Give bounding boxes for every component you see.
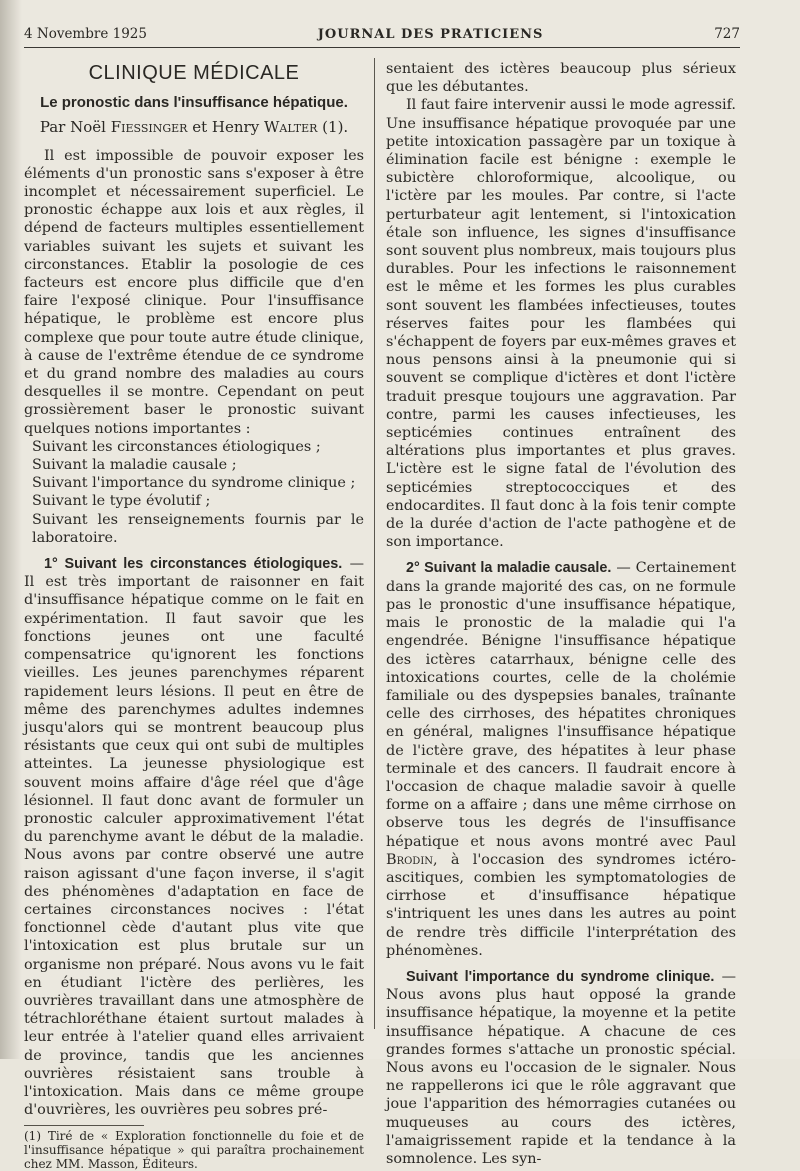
section2-text-a: — Certainement dans la grande majorité des cas, on ne formule pas le pronostic d'une insuffisance hépatique, mais le pronostic de la maladie qui l'a engendrée. Bénigne l'insuffisance hépatique des ictères catarrhaux, bénigne celle des intoxications courtes, celle de la cholémie familiale ou des dyspepsies banales, traînante celle des cirrhoses, des hépatites chroniques en général, malignes l'insuffisance hépatique de l'ictère grave, des hépatites à leur phase terminale et des cancers. Il faudrait encore à l'occasion de chaque maladie savoir à quelle forme on a affaire ; dans une même cirrhose on observe tous les degrés de l'insuffisance hépatique et nous avons montré avec Paul bbox=[386, 560, 736, 850]
notion-item: Suivant l'importance du syndrome clinique ; bbox=[32, 475, 356, 492]
column-rule bbox=[374, 58, 375, 1029]
left-column bbox=[24, 58, 364, 1171]
header-rule bbox=[24, 47, 740, 48]
section-title: CLINIQUE MÉDICALE bbox=[88, 62, 300, 84]
right-column bbox=[386, 60, 737, 1167]
author-fiessinger: Fiessinger bbox=[110, 118, 188, 137]
footnote-rule bbox=[24, 1125, 144, 1126]
notion-item: Suivant la maladie causale ; bbox=[32, 457, 237, 474]
running-header bbox=[24, 26, 740, 46]
notion-item: Suivant le type évolutif ; bbox=[32, 493, 211, 510]
byline-mid: et Henry bbox=[192, 118, 260, 137]
header-page-number: 727 bbox=[714, 26, 740, 42]
author-brodin: Brodin bbox=[386, 851, 434, 868]
header-date: 4 Novembre 1925 bbox=[24, 26, 147, 42]
section2-heading: 2° Suivant la maladie causale. bbox=[406, 560, 612, 577]
binding-shadow bbox=[0, 0, 22, 1059]
footnote: (1) Tiré de « Exploration fonctionnelle du foie et de l'insuffisance hépatique » qui paraîtra prochainement chez MM. Masson, Éditeurs. bbox=[24, 1129, 364, 1171]
section3-text: — Nous avons plus haut opposé la grande insuffisance hépatique, la moyenne et la petite insuffisance hépatique. A chacune de ces grandes formes s'attache un pronostic spécial. Nous avons eu l'occasion de le signaler. Nous ne rappellerons ici que le rôle aggravant que joue l'apparition des hémorragies cutanées ou muqueuses au cours des ictères, l'amaigrissement rapide et la tendance à la somnolence. Les syn- bbox=[386, 968, 737, 1167]
section2-paragraph bbox=[386, 559, 736, 959]
article-title: Le pronostic dans l'insuffisance hépatique. bbox=[40, 94, 348, 112]
author-walter: Walter bbox=[263, 118, 318, 137]
notion-item: Suivant les circonstances étiologiques ; bbox=[32, 438, 321, 455]
section1-text: — Il est très important de raisonner en fait d'insuffisance hépatique comme on le fait en expérimentation. Il faut savoir que les fonctions jeunes ont une faculté compensatrice qu'ignorent les fonctions vieilles. Les jeunes parenchymes réparent rapidement leurs lésions. Il peut en être de même des parenchymes adultes indemnes jusqu'alors qui se montrent beaucoup plus résistants que ceux qui ont subi de multiples atteintes. La jeunesse physiologique est souvent moins affaire d'âge réel que d'âge lésionnel. Il faut donc avant de formuler un pronostic calculer approximativement l'état du parenchyme avant le début de la maladie. Nous avons par contre observé une autre raison agissant d'une façon inverse, il s'agit des phénomènes d'adaptation en face de certaines circonstances nocives : l'état fonctionnel cède d'autant plus vite que l'intoxication est plus brutale sur un organisme non préparé. Nous avons vu le fait en étudiant l'ictère des perlières, les ouvrières travaillant dans une atmosphère de tétrachloréthane étaient surtout malades à leur entrée à l'atelier quand elles arrivaient de province, tandis que les anciennes ouvrières résistaient sans trouble à l'intoxication. Mais dans ce même groupe d'ouvrières, les ouvrières peu sobres pré- bbox=[24, 556, 364, 1119]
byline bbox=[24, 118, 364, 136]
byline-prefix: Par Noël bbox=[39, 118, 106, 137]
header-journal-name: JOURNAL DES PRATICIENS bbox=[317, 27, 544, 42]
section1-paragraph bbox=[24, 555, 364, 1119]
section1-heading: 1° Suivant les circonstances étiologiques. bbox=[44, 556, 343, 573]
continued-text: sentaient des ictères beaucoup plus sérieux que les débutantes. bbox=[386, 61, 736, 96]
mode-agressif-paragraph: Il faut faire intervenir aussi le mode agressif. Une insuffisance hépatique provoquée par une petite intoxication passagère par un toxique à élimination facile est bénigne : exemple le subictère chloroformique, alcoolique, ou l'ictère par les moules. Par contre, si l'acte perturbateur agit lentement, si l'intoxication étale son influence, les signes d'insuffisance sont souvent plus nombreux, mais toujours plus durables. Pour les infections le raisonnement est le même et les formes les plus curables sont souvent les flambées infectieuses, toutes réserves faites pour les flambées qui s'échappent de foyers par eux-mêmes graves et nous pensons ainsi à la pneumonie qui si souvent se complique d'ictères et dont l'ictère traduit presque toujours une aggravation. Par contre, parmi les causes infectieuses, les septicémies continues entraînent des altérations plus importantes et plus graves. L'ictère est le signe fatal de l'évolution des septicémies streptococciques et des endocardites. Il faut donc à la fois tenir compte de la durée d'action de l'acte pathogène et de son importance. bbox=[386, 97, 736, 551]
section3-heading: Suivant l'importance du syndrome clinique. bbox=[406, 968, 715, 985]
section2-text-b: , à l'occasion des syndromes ictéro-ascitiques, combien les symptomatologies de cirrhose et d'insuffisance hépatique s'intriquent les unes dans les autres au point de rendre très difficile l'interprétation des phénomènes. bbox=[386, 851, 736, 959]
notion-item: Suivant les renseignements fournis par le laboratoire. bbox=[32, 511, 364, 546]
intro-paragraph: Il est impossible de pouvoir exposer les éléments d'un pronostic sans s'exposer à être incomplet et nécessairement superficiel. Le pronostic échappe aux lois et aux règles, il dépend de facteurs multiples essentiellement variables suivant les sujets et suivant les circonstances. Etablir la posologie de ces facteurs est encore plus difficile que d'en faire l'exposé clinique. Pour l'insuffisance hépatique, le problème est encore plus complexe que pour toute autre étude clinique, à cause de l'extrême étendue de ce syndrome et du grand nombre des maladies au cours desquelles il se montre. Cependant on peut grossièrement baser le pronostic suivant quelques notions importantes : bbox=[24, 147, 364, 437]
byline-suffix: (1). bbox=[322, 118, 349, 137]
section3-paragraph bbox=[386, 968, 736, 1168]
